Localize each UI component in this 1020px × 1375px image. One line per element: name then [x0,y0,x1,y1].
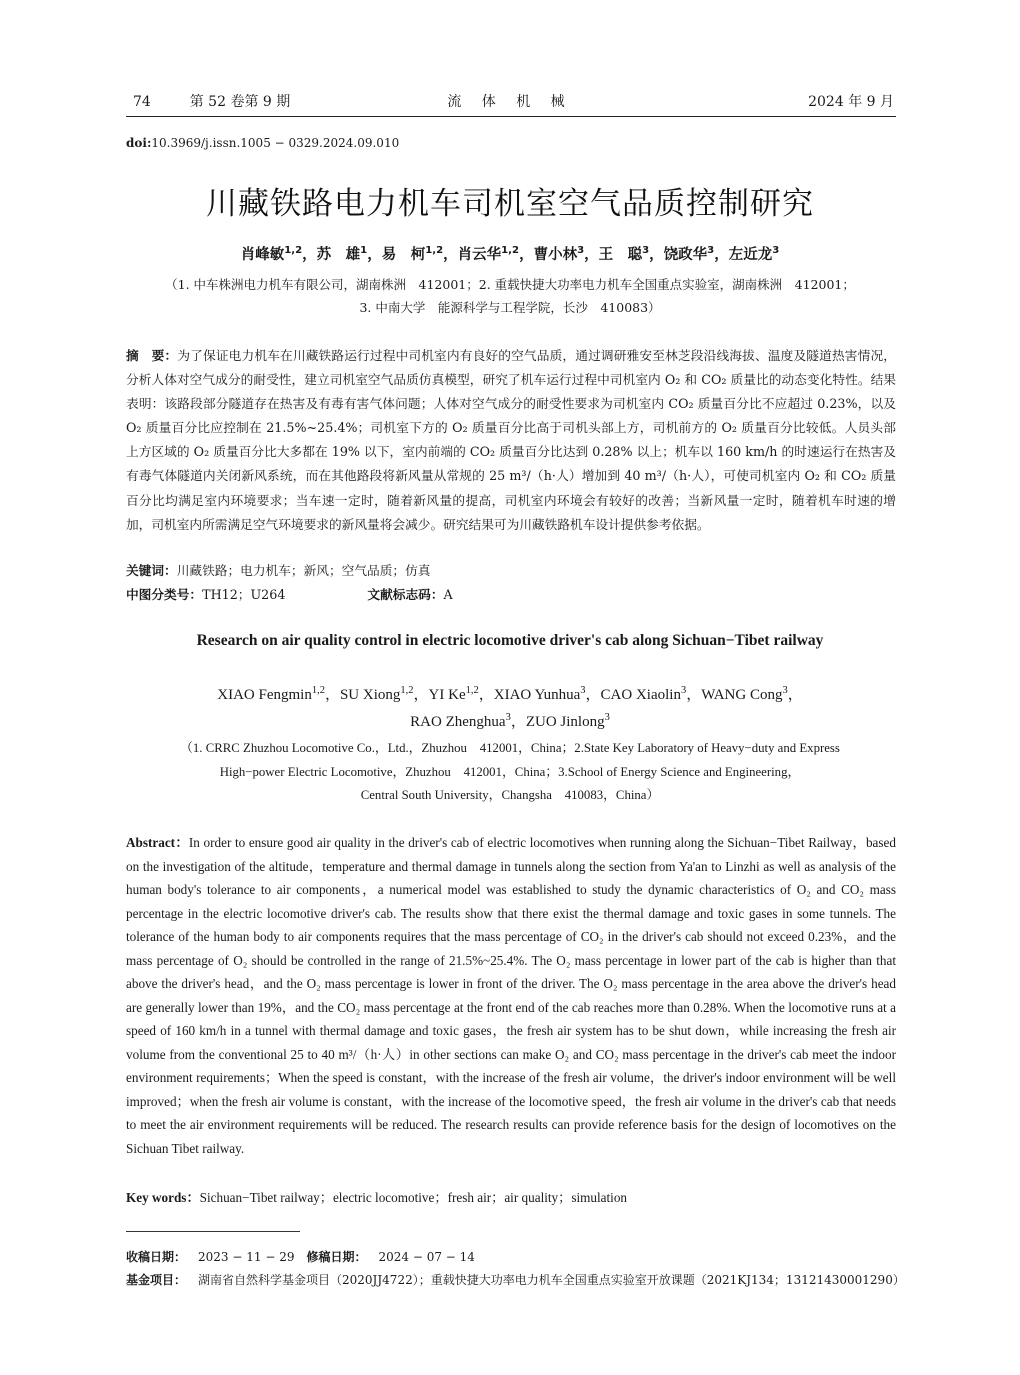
author-name: XIAO Fengmin [217,687,312,703]
doi-value: 10.3969/j.issn.1005 − 0329.2024.09.010 [151,136,400,150]
author-separator: ， [649,247,664,263]
author-name: YI Ke [428,687,466,703]
author-affiliation-marker: 3 [577,245,585,257]
author-affiliation-marker: 3 [580,685,586,696]
affiliation-en-line-1: （1. CRRC Zhuzhou Locomotive Co.，Ltd.，Zhuzhou 412001，China；2.State Key Laboratory of Heavy−duty and Express [180,741,840,755]
author-affiliation-marker: 1 [360,245,368,257]
author-affiliation-marker: 1,2 [400,685,414,696]
affiliation-cn-line-1: （1. 中车株洲电力机车有限公司，湖南株洲 412001；2. 重载快捷大功率电力机车全国重点实验室，湖南株洲 412001； [165,277,855,292]
author-list-en-line-1 [0,683,1020,704]
keywords-en [126,1187,896,1206]
received-date: 2023 − 11 − 29 [198,1250,295,1264]
author-affiliation-marker: 1,2 [284,245,303,257]
abstract-en-text: In order to ensure good air quality in the driver's cab of electric locomotives when running along the Sichuan−Tibet Railway，based on the investigation of the altitude，temperature and thermal damage in tunnels along the section from Ya'an to Linzhi as well as analysis of the human body's tolerance to air components，a numerical model was established to study the dynamic characteristics of O₂ and CO₂ mass percentage in the electric locomotive driver's cab. The results show that there exist the thermal damage and toxic gases in some tunnels. The tolerance of the human body to air components requires that the mass percentage of CO₂ in the driver's cab should not exceed 0.23%，and the mass percentage of O₂ should be controlled in the range of 21.5%~25.4%. The O₂ mass percentage in lower part of the cab is higher than that above the driver's head，and the O₂ mass percentage is lower in front of the driver. The O₂ mass percentage in the area above the driver's head are generally lower than 19%，and the CO₂ mass percentage at the front end of the cab reaches more than 0.28%. When the locomotive runs at a speed of 160 km/h in a tunnel with thermal damage and toxic gases，the fresh air system has to be shut down，while increasing the fresh air volume from the conventional 25 to 40 m³/（h·人）in other sections can make O₂ and CO₂ mass percentage in the driver's cab meet the indoor environment requirements；When the speed is constant，with the increase of the fresh air volume，the driver's indoor environment will be well improved；when the fresh air volume is constant，with the increase of the locomotive speed，the fresh air volume in the driver's cab that needs to meet the air environment requirements will be reduced. The research results can provide reference basis for the design of locomotives on the Sichuan Tibet railway. [126,835,896,1156]
author-separator: ， [443,247,458,263]
author-separator: ， [787,687,803,703]
paper-title-en: Research on air quality control in electric locomotive driver's cab along Sichuan−Tibet railway [196,632,824,649]
author-separator: ， [367,247,382,263]
footnote-funding [126,1271,905,1288]
author-name: 苏 雄 [316,247,361,263]
clc-value: TH12；U264 [202,587,286,602]
keywords-en-label: Key words： [126,1190,200,1205]
author-separator: ， [519,247,534,263]
volume-issue: 第 52 卷第 9 期 [189,94,291,110]
author-name: 饶政华 [663,247,708,263]
author-name: RAO Zhenghua [410,714,506,730]
doc-code-value: A [443,587,453,602]
doi-line [126,136,399,150]
affiliation-en-line-2: High−power Electric Locomotive，Zhuzhou 412001，China；3.School of Energy Science and Engineering， [219,765,801,779]
author-affiliation-marker: 3 [782,685,788,696]
author-name: ZUO Jinlong [525,714,605,730]
affiliation-en-line-3: Central South University，Changsha 410083，China） [360,788,660,802]
revised-date: 2024 − 07 − 14 [378,1250,475,1264]
author-separator: ， [478,687,494,703]
keywords-en-text: Sichuan−Tibet railway；electric locomotive；fresh air；air quality；simulation [199,1190,628,1205]
author-affiliation-marker: 3 [707,245,715,257]
author-affiliation-marker: 1,2 [425,245,444,257]
author-affiliation-marker: 3 [680,685,687,696]
author-name: CAO Xiaolin [600,687,681,703]
classification-cn [126,584,896,603]
author-affiliation-marker: 1,2 [465,685,479,696]
affiliation-cn-line-2: 3. 中南大学 能源科学与工程学院，长沙 410083） [359,300,661,315]
author-separator: ， [510,714,526,730]
author-separator: ， [585,687,601,703]
author-name: XIAO Yunhua [493,687,581,703]
abstract-cn-text: 为了保证电力机车在川藏铁路运行过程中司机室内有良好的空气品质，通过调研雅安至林芝段沿线海拔、温度及隧道热害情况，分析人体对空气成分的耐受性，建立司机室空气品质仿真模型，研究了机车运行过程中司机室内 O₂ 和 CO₂ 质量比的动态变化特性。结果表明：该路段部分隧道存在热害及有毒有害气体问题；人体对空气成分的耐受性要求为司机室内 CO₂ 质量百分比不应超过 0.23%，以及 O₂ 质量百分比应控制在 21.5%~25.4%；司机室下方的 O₂ 质量百分比高于司机头部上方，司机前方的 O₂ 质量百分比较低。人员头部上方区域的 O₂ 质量百分比大多都在 19% 以下，室内前端的 CO₂ 质量百分比达到 0.28% 以上；机车以 160 km/h 的时速运行在热害及有毒气体隧道内关闭新风系统，而在其他路段将新风量从常规的 25 m³/（h·人）增加到 40 m³/（h·人），可使司机室内 O₂ 和 CO₂ 质量百分比均满足室内环境要求；当车速一定时，随着新风量的提高，司机室内环境会有较好的改善；当新风量一定时，随着机车时速的增加，司机室内所需满足空气环境要求的新风量将会减少。研究结果可为川藏铁路机车设计提供参考依据。 [126,348,896,532]
issue-date: 2024 年 9 月 [808,94,894,110]
fund-label: 基金项目： [126,1273,187,1287]
footnote-rule [126,1231,300,1232]
author-list-en-line-2 [0,710,1020,731]
keywords-cn-label: 关键词： [126,563,177,578]
author-name: 王 聪 [598,247,643,263]
author-separator: ， [584,247,599,263]
author-affiliation-marker: 3 [772,245,780,257]
doi-label: doi: [126,136,152,150]
author-name: 易 柯 [381,247,426,263]
journal-name: 流 体 机 械 [447,94,573,110]
revised-label: 修稿日期： [306,1250,367,1264]
author-name: SU Xiong [339,687,401,703]
author-name: 左近龙 [728,247,773,263]
author-name: 曹小林 [533,247,578,263]
author-affiliation-marker: 3 [505,712,511,723]
doc-code-label: 文献标志码： [367,587,444,602]
abstract-en [126,831,896,1160]
abstract-cn-label: 摘 要： [126,348,178,363]
received-label: 收稿日期： [126,1250,187,1264]
keywords-cn [126,560,896,579]
author-separator: ， [413,687,429,703]
author-separator: ， [324,687,340,703]
author-name: WANG Cong [701,687,783,703]
author-affiliation-marker: 1,2 [501,245,520,257]
keywords-cn-text: 川藏铁路；电力机车；新风；空气品质；仿真 [176,563,431,578]
clc-label: 中图分类号： [126,587,203,602]
author-affiliation-marker: 1,2 [311,685,325,696]
fund-text: 湖南省自然科学基金项目（2020JJ4722）；重载快捷大功率电力机车全国重点实验室开放课题（2021KJ134；13121430001290） [198,1273,905,1287]
author-name: 肖云华 [457,247,502,263]
author-list-cn [0,243,1020,264]
author-affiliation-marker: 3 [642,245,650,257]
author-name: 肖峰敏 [240,247,285,263]
abstract-cn [126,344,896,537]
author-affiliation-marker: 3 [604,712,610,723]
header-rule [126,116,896,117]
abstract-en-label: Abstract： [126,835,189,850]
paper-title-cn: 川藏铁路电力机车司机室空气品质控制研究 [206,186,814,222]
author-separator: ， [714,247,729,263]
page-number: 74 [133,94,151,110]
footnote-dates [126,1248,475,1265]
author-separator: ， [302,247,317,263]
author-separator: ， [686,687,702,703]
